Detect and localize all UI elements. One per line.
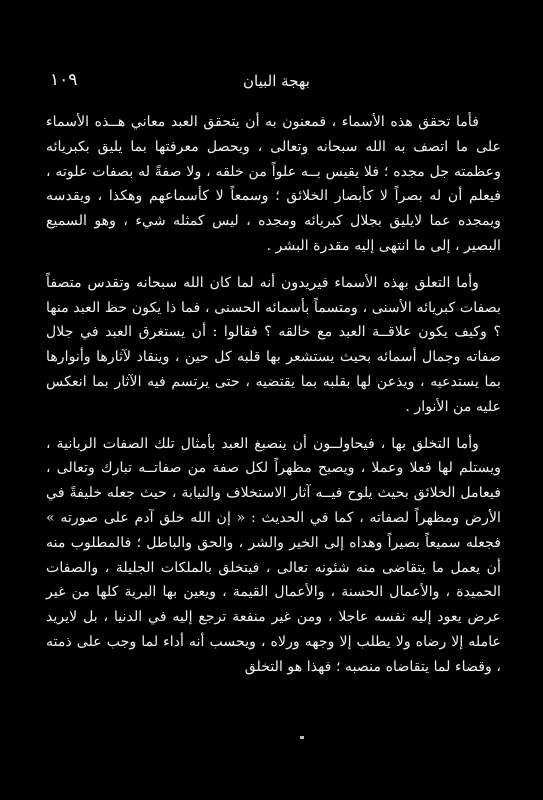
body-text: [46, 110, 501, 680]
page-header: [50, 70, 503, 96]
paragraph-names-realization: فأما تحقق هذه الأسماء ، فمعنون به أن يتحقق العبد معاني هــذه الأسماء على ما اتصف به الله سبحانه وتعالى ، ويحصل معرفتها بما يليق بكبريائه وعظمته جل مجده ؛ فلا يقيس بــه علواً من خلقه ، ولا صفةً له بصفات علوته ، فيعلم أن له بصراً لا كأبصار الخلائق ؛ وسمعاً لا كأسماعهم وهكذا ، ويقدسه ويمجده عما لايليق بجلال كبريائه ومجده ، ليس كمثله شيء ، وهو السميع البصير ، إلى ما انتهى إليه مقدرة البشر .: [46, 114, 501, 254]
running-title: بهجة البيان: [243, 72, 310, 90]
paragraph-names-attachment: وأما التعلق بهذه الأسماء فيريدون أنه لما كان الله سبحانه وتقدس متصفاً بصفات كبريائه الأسنى ، ومتسماً بأسمائه الحسنى ، فما ذا يكون حظ العبد منها ؟ وكيف يكون علاقــة العبد مع خالقه ؟ فقالوا : أن يستغرق العبد في جلال صفاته وجمال أسمائه بحيث يستشعر بها قلبه كل حين ، وينقاد لآثارها وأنوارها بما يستدعيه ، ويذعن لها بقلبه بما يقتضيه ، حتى يرتسم فيه الآثار بما انعكس عليه من الأنوار .: [46, 274, 501, 415]
page-number: ١٠٩: [50, 70, 78, 90]
scan-speck: [300, 736, 304, 739]
paragraph-names-embodiment: وأما التخلق بها ، فيحاولــون أن ينصبغ العبد بأمثال تلك الصفات الربانية ، ويستلم لها فعلا وعملا ، ويصبح مظهراً لكل صفة من صفاتــه تبارك وتعالى ، فيعامل الخلائق بحيث يلوح فيــه آثار الاستخلاف والنيابة ، حيث جعله خليفةً في الأرض ومظهراً لصفاته ، كما في الحديث : « إن الله خلق آدم على صورته » فجعله سميعاً بصيراً وهداه إلى الخير والشر ، والحق والباطل ؛ فالمطلوب منه أن يعمل ما يتقاضى منه شئونه تعالى ، فيتخلق بالملكات الجليلة ، والصفات الحميدة ، والأعمال الحسنة ، والأعمال القيمة ، ويعين بها البرية كلها من غير عرض يعود إليه نفسه عاجلا ، ومن غير منفعة ترجع إليه في الدنيا ، بل لايريد عامله إلا رضاه ولا يطلب إلا وجهه ورلاه ، ويحسب أنه أداء لما وجب على ذمته ، وقضاء لما يتقاضاه منصبه ؛ فهذا هو التخلق: [46, 435, 501, 675]
